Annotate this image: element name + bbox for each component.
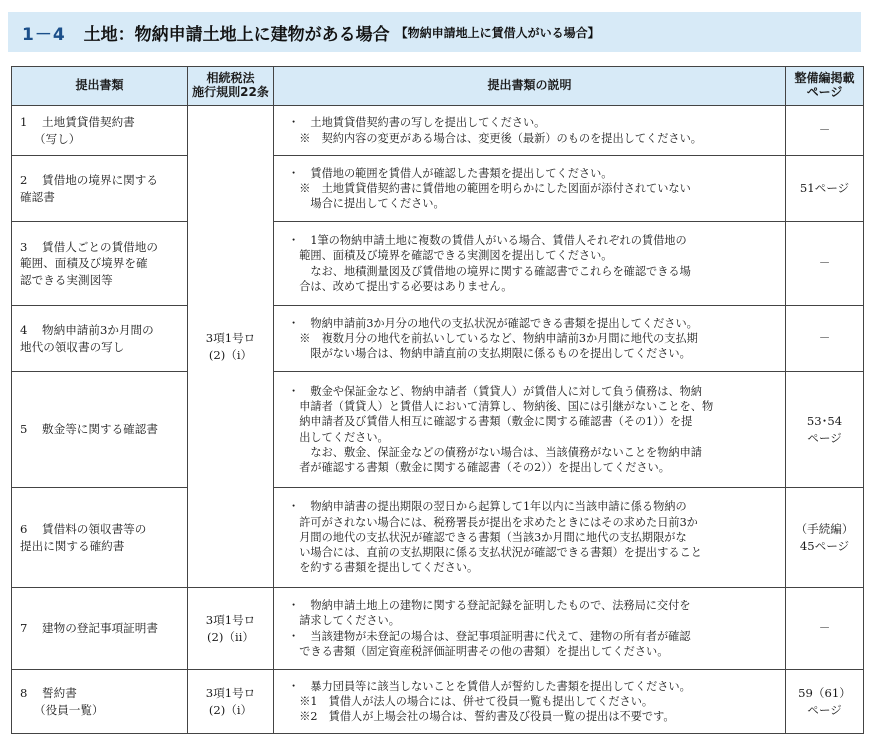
- table-row: [12, 106, 864, 156]
- document-name: 1 土地賃貸借契約書 （写し）: [12, 106, 188, 156]
- document-description: ・ 土地賃貸借契約書の写しを提出してください。 ※ 契約内容の変更がある場合は、変更後（最新）のものを提出してください。: [274, 106, 786, 156]
- documents-table: [11, 66, 864, 734]
- header-description: 提出書類の説明: [274, 67, 786, 106]
- document-description: ・ 賃借地の範囲を賃借人が確認した書類を提出してください。 ※ 土地賃貸借契約書に賃借地の範囲を明らかにした図面が添付されていない 場合に提出してください。: [274, 156, 786, 222]
- rule-reference: 3項1号ロ (2)（ⅰ）: [188, 106, 274, 588]
- table-row: [12, 306, 864, 372]
- document-description: ・ 1筆の物納申請土地に複数の賃借人がいる場合、賃借人それぞれの賃借地の 範囲、面積及び境界を確認できる実測図を提出してください。 なお、地積測量図及び賃借地の境界に関する確認書でこれらを確認できる場 合は、改めて提出する必要はありません。: [274, 222, 786, 306]
- page-reference: 53･54 ページ: [786, 372, 864, 488]
- section-subtitle: 【物納申請地上に賃借人がいる場合】: [395, 25, 600, 40]
- rule-reference: 3項1号ロ (2)（ⅰ）: [188, 670, 274, 734]
- header-rule: 相続税法 施行規則22条: [188, 67, 274, 106]
- page-reference: 51ページ: [786, 156, 864, 222]
- section-title-bar: [8, 12, 861, 52]
- table-row: [12, 222, 864, 306]
- page-reference: －: [786, 306, 864, 372]
- document-name: 6 賃借料の領収書等の 提出に関する確約書: [12, 488, 188, 588]
- document-description: ・ 物納申請書の提出期限の翌日から起算して1年以内に当該申請に係る物納の 許可がされない場合には、税務署長が提出を求めたときにはその求めた日前3か 月間の地代の支払状況が確認できる書類（当該3か月間に地代の支払期限がな い場合には、直前の支払期限に係る支払状況が確認できる書類）を提出すること を約する書類を提出してください。: [274, 488, 786, 588]
- header-document: 提出書類: [12, 67, 188, 106]
- document-name: 7 建物の登記事項証明書: [12, 588, 188, 670]
- document-name: 2 賃借地の境界に関する 確認書: [12, 156, 188, 222]
- document-description: ・ 物納申請土地上の建物に関する登記記録を証明したもので、法務局に交付を 請求してください。 ・ 当該建物が未登記の場合は、登記事項証明書に代えて、建物の所有者が確認 できる書類（固定資産税評価証明書その他の書類）を提出してください。: [274, 588, 786, 670]
- page-reference: －: [786, 222, 864, 306]
- document-name: 8 誓約書 （役員一覧）: [12, 670, 188, 734]
- page-reference: －: [786, 588, 864, 670]
- document-description: ・ 暴力団員等に該当しないことを賃借人が誓約した書類を提出してください。 ※1 賃借人が法人の場合には、併せて役員一覧も提出してください。 ※2 賃借人が上場会社の場合は、誓約書及び役員一覧の提出は不要です。: [274, 670, 786, 734]
- table-header-row: [12, 67, 864, 106]
- page-reference: －: [786, 106, 864, 156]
- section-title: 土地：物納申請土地上に建物がある場合: [83, 24, 390, 45]
- table-row: [12, 588, 864, 670]
- rule-reference: 3項1号ロ (2)（ⅱ）: [188, 588, 274, 670]
- table-row: [12, 156, 864, 222]
- document-description: ・ 物納申請前3か月分の地代の支払状況が確認できる書類を提出してください。 ※ 複数月分の地代を前払いしているなど、物納申請前3か月間に地代の支払期 限がない場合は、物納申請直前の支払期限に係るものを提出してください。: [274, 306, 786, 372]
- section-number: 1－4: [22, 24, 66, 45]
- document-name: 3 賃借人ごとの賃借地の 範囲、面積及び境界を確 認できる実測図等: [12, 222, 188, 306]
- page-reference: 59（61） ページ: [786, 670, 864, 734]
- document-name: 5 敷金等に関する確認書: [12, 372, 188, 488]
- table-row: [12, 670, 864, 734]
- document-description: ・ 敷金や保証金など、物納申請者（賃貸人）が賃借人に対して負う債務は、物納 申請者（賃貸人）と賃借人において清算し、物納後、国には引継がないことを、物 納申請者及び賃借人相互に確認する書類（敷金に関する確認書（その1））を提 出してください。 なお、敷金、保証金などの債務がない場合は、当該債務がないことを物納申請 者が確認する書類（敷金に関する確認書（その2））を提出してください。: [274, 372, 786, 488]
- header-page: 整備編掲載 ページ: [786, 67, 864, 106]
- document-name: 4 物納申請前3か月間の 地代の領収書の写し: [12, 306, 188, 372]
- table-row: [12, 488, 864, 588]
- page-reference: （手続編） 45ページ: [786, 488, 864, 588]
- table-row: [12, 372, 864, 488]
